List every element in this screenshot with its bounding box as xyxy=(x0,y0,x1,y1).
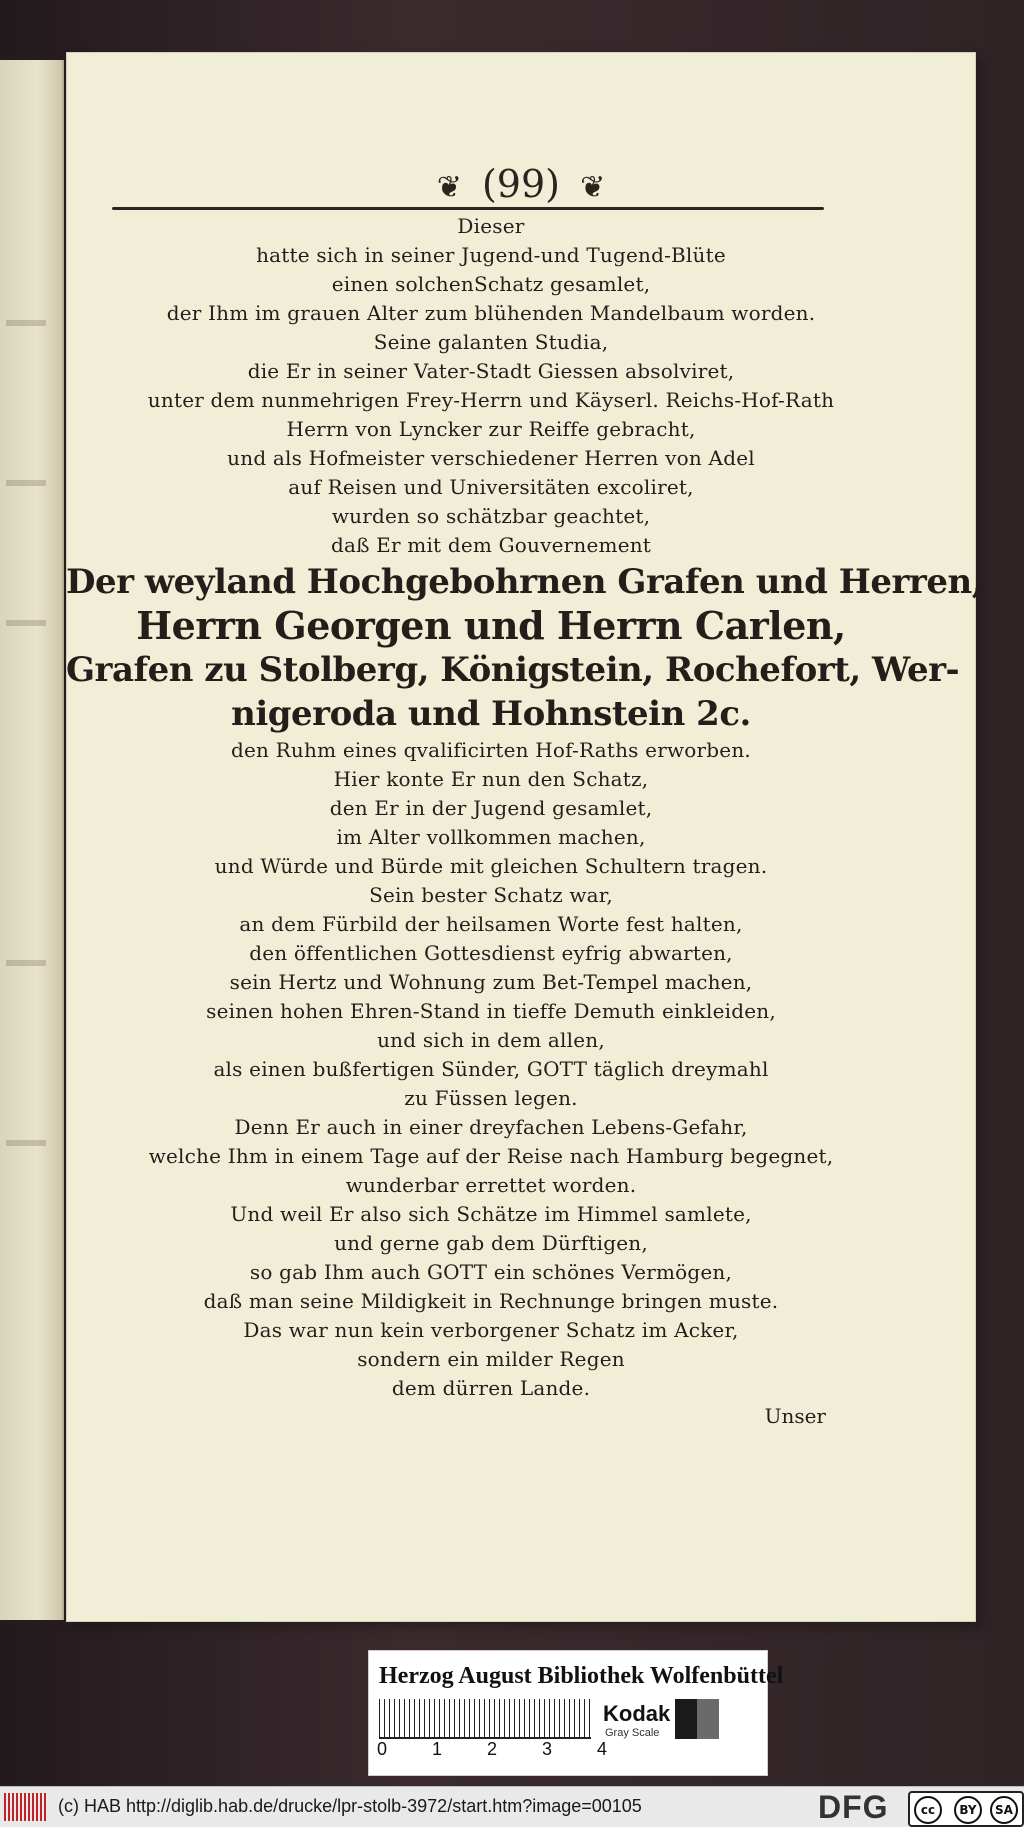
text-line: und sich in dem allen, xyxy=(377,1028,605,1052)
text-line: und Würde und Bürde mit gleichen Schultern tragen. xyxy=(214,854,768,878)
text-line: und gerne gab dem Dürftigen, xyxy=(334,1231,648,1255)
text-line: wurden so schätzbar geachtet, xyxy=(331,504,651,528)
text-line: Und weil Er also sich Schätze im Himmel samlete, xyxy=(230,1202,752,1226)
gray-swatch-dark xyxy=(675,1699,697,1739)
bleed-mark xyxy=(6,960,46,966)
text-line: hatte sich in seiner Jugend-und Tugend-Blüte xyxy=(256,243,726,267)
text-line: den Ruhm eines qvalificirten Hof-Raths erworben. xyxy=(231,738,751,762)
bleed-mark xyxy=(6,320,46,326)
text-line: zu Füssen legen. xyxy=(404,1086,578,1110)
text-line: Dieser xyxy=(457,214,525,238)
page-number: (99) xyxy=(481,162,560,206)
text-line: einen solchenSchatz gesamlet, xyxy=(331,272,651,296)
ornament-right-icon: ❦ xyxy=(580,170,606,205)
body-text xyxy=(66,212,984,1403)
text-line: im Alter vollkommen machen, xyxy=(336,825,646,849)
text-line: Hier konte Er nun den Schatz, xyxy=(333,767,649,791)
text-line: den Er in der Jugend gesamlet, xyxy=(329,796,653,820)
heading-line: Herrn Georgen und Herrn Carlen, xyxy=(136,603,846,648)
cc-license-badge[interactable] xyxy=(908,1791,1024,1827)
library-color-card xyxy=(368,1650,784,1776)
footer-credit-link[interactable]: (c) HAB http://diglib.hab.de/drucke/lpr-stolb-3972/start.htm?image=00105 xyxy=(58,1796,642,1816)
library-name: Herzog August Bibliothek Wolfenbüttel xyxy=(379,1663,784,1689)
text-line: unter dem nunmehrigen Frey-Herrn und Käyserl. Reichs-Hof-Rath xyxy=(147,388,835,412)
heading-line: Grafen zu Stolberg, Königstein, Rochefort, Wer- xyxy=(66,650,960,690)
ruler-number: 2 xyxy=(486,1739,497,1759)
cc-sa-icon: SA xyxy=(990,1796,1018,1824)
text-line: dem dürren Lande. xyxy=(391,1376,591,1400)
ruler-number: 0 xyxy=(377,1739,388,1759)
dfg-logo: DFG xyxy=(818,1789,889,1825)
footer-bar xyxy=(0,1786,1024,1827)
text-line: und als Hofmeister verschiedener Herren von Adel xyxy=(227,446,755,470)
gray-scale-label: Gray Scale xyxy=(605,1727,660,1739)
header-rule xyxy=(112,207,824,210)
text-line: wunderbar errettet worden. xyxy=(345,1173,637,1197)
ruler-number: 3 xyxy=(541,1739,552,1759)
text-line: daß man seine Mildigkeit in Rechnunge bringen muste. xyxy=(203,1289,779,1313)
text-line: als einen bußfertigen Sünder, GOTT täglich dreymahl xyxy=(213,1057,769,1081)
heading-line: nigeroda und Hohnstein 2c. xyxy=(231,694,751,734)
text-line: Denn Er auch in einer dreyfachen Lebens-Gefahr, xyxy=(234,1115,748,1139)
text-line: Das war nun kein verborgener Schatz im Acker, xyxy=(243,1318,739,1342)
text-line: den öffentlichen Gottesdienst eyfrig abwarten, xyxy=(249,941,733,965)
bleed-mark xyxy=(6,1140,46,1146)
ruler-numbers xyxy=(377,1739,607,1760)
gray-swatch-mid xyxy=(697,1699,719,1739)
adjacent-page-edge xyxy=(0,60,64,1620)
text-line: auf Reisen und Universitäten excoliret, xyxy=(288,475,694,499)
text-line: sondern ein milder Regen xyxy=(357,1347,625,1371)
ruler-number: 1 xyxy=(431,1739,442,1759)
text-line: sein Hertz und Wohnung zum Bet-Tempel machen, xyxy=(229,970,753,994)
text-line: die Er in seiner Vater-Stadt Giessen absolviret, xyxy=(247,359,735,383)
text-line: welche Ihm in einem Tage auf der Reise nach Hamburg begegnet, xyxy=(148,1144,834,1168)
scale-ruler xyxy=(379,1699,591,1739)
ornament-left-icon: ❦ xyxy=(436,170,462,205)
text-line: an dem Fürbild der heilsamen Worte fest halten, xyxy=(239,912,743,936)
document-page xyxy=(66,52,984,1622)
barcode-icon xyxy=(4,1793,46,1821)
text-line: Seine galanten Studia, xyxy=(373,330,609,354)
heading-line: Der weyland Hochgebohrnen Grafen und Herren, xyxy=(66,562,984,602)
bleed-mark xyxy=(6,480,46,486)
page-header xyxy=(66,162,976,210)
cc-icon: cc xyxy=(914,1796,942,1824)
kodak-logo: Kodak xyxy=(603,1701,671,1726)
text-line: der Ihm im grauen Alter zum blühenden Mandelbaum worden. xyxy=(166,301,816,325)
ruler-number: 4 xyxy=(596,1739,607,1759)
text-line: Sein bester Schatz war, xyxy=(369,883,613,907)
cc-by-icon: BY xyxy=(954,1796,982,1824)
text-line: seinen hohen Ehren-Stand in tieffe Demuth einkleiden, xyxy=(206,999,776,1023)
text-line: Herrn von Lyncker zur Reiffe gebracht, xyxy=(286,417,696,441)
text-line: daß Er mit dem Gouvernement xyxy=(330,533,652,557)
text-line: so gab Ihm auch GOTT ein schönes Vermögen, xyxy=(249,1260,733,1284)
catchword: Unser xyxy=(764,1404,826,1428)
bleed-mark xyxy=(6,620,46,626)
